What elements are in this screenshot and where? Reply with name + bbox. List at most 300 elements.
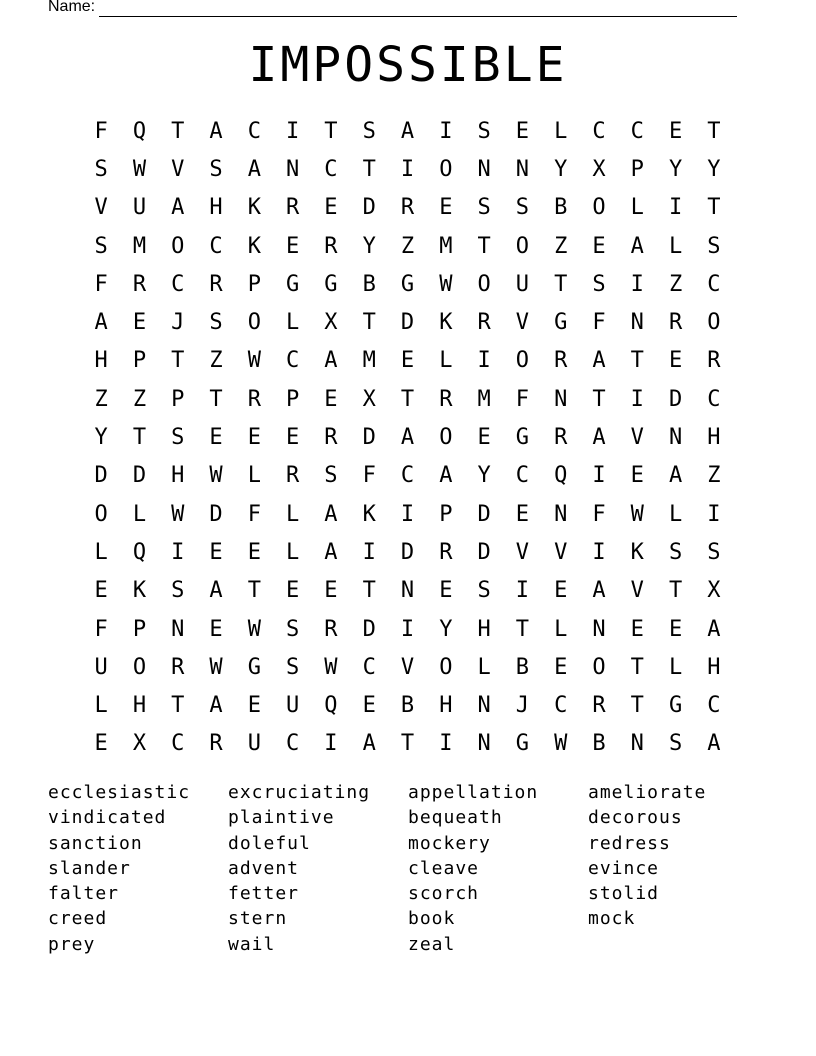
grid-letter: E — [630, 616, 644, 642]
grid-letter: S — [668, 539, 683, 565]
grid-letter: O — [707, 310, 721, 336]
grid-letter: A — [439, 463, 453, 489]
word-list-item: stolid — [588, 883, 660, 905]
grid-letter: R — [324, 425, 338, 451]
grid-letter: R — [286, 195, 300, 221]
grid-letter: P — [247, 271, 261, 297]
grid-letter: T — [362, 156, 376, 182]
grid-letter: R — [324, 233, 338, 259]
word-list-item: excruciating — [228, 782, 371, 803]
word-list-item: advent — [228, 857, 300, 879]
grid-letter: W — [171, 501, 185, 527]
grid-letter: T — [630, 654, 644, 680]
grid-letter: X — [362, 386, 376, 412]
grid-letter: P — [630, 156, 644, 182]
grid-letter: T — [362, 310, 376, 336]
grid-letter: X — [132, 731, 147, 757]
grid-row — [82, 189, 734, 227]
grid-letter: E — [515, 118, 530, 144]
grid-letter: E — [209, 539, 223, 565]
grid-letter: A — [362, 731, 376, 757]
grid-letter: H — [209, 195, 223, 221]
grid-letter: I — [286, 118, 300, 144]
grid-letter: C — [707, 693, 721, 719]
grid-letter: I — [630, 271, 644, 297]
grid-letter: R — [439, 386, 453, 412]
grid-letter: I — [362, 539, 376, 565]
grid-letter: X — [324, 310, 338, 336]
grid-letter: E — [209, 616, 223, 642]
grid-letter: K — [439, 310, 453, 336]
grid-letter: G — [554, 310, 568, 336]
grid-letter: L — [668, 501, 683, 527]
word-list-item: stern — [228, 908, 288, 930]
grid-letter: A — [592, 578, 606, 604]
grid-letter: O — [132, 654, 147, 680]
grid-letter: A — [324, 539, 338, 565]
grid-letter: E — [324, 386, 338, 412]
grid-row — [82, 572, 734, 610]
grid-letter: I — [171, 539, 185, 565]
word-list-item: falter — [48, 883, 120, 905]
grid-letter: D — [362, 616, 376, 642]
grid-letter: Z — [707, 463, 721, 489]
grid-letter: A — [400, 425, 415, 451]
grid-letter: R — [668, 310, 683, 336]
grid-letter: S — [171, 425, 185, 451]
grid-letter: C — [515, 463, 530, 489]
grid-letter: B — [515, 654, 530, 680]
grid-letter: L — [477, 654, 491, 680]
grid-letter: L — [286, 539, 300, 565]
grid-letter: K — [630, 539, 644, 565]
grid-letter: I — [400, 616, 415, 642]
grid-letter: P — [132, 616, 147, 642]
grid-letter: N — [400, 578, 415, 604]
grid-letter: E — [94, 578, 108, 604]
grid-letter: A — [94, 310, 108, 336]
grid-letter: D — [362, 425, 376, 451]
word-list-item: sanction — [48, 832, 143, 854]
grid-letter: L — [439, 348, 453, 374]
grid-letter: X — [592, 156, 606, 182]
grid-letter: E — [209, 425, 223, 451]
grid-letter: H — [707, 425, 721, 451]
word-list-item: appellation — [408, 782, 539, 803]
grid-letter: Z — [94, 386, 108, 412]
grid-letter: C — [247, 118, 261, 144]
name-label: Name: — [48, 0, 96, 15]
grid-letter: T — [630, 693, 644, 719]
grid-letter: C — [324, 156, 338, 182]
grid-letter: Y — [94, 425, 108, 451]
grid-letter: T — [707, 195, 721, 221]
name-field — [48, 0, 748, 17]
grid-letter: G — [515, 731, 530, 757]
grid-letter: W — [554, 731, 568, 757]
grid-letter: S — [477, 195, 491, 221]
word-list-item: ameliorate — [588, 782, 707, 803]
grid-letter: I — [592, 539, 606, 565]
grid-letter: E — [324, 578, 338, 604]
grid-row — [82, 380, 734, 418]
grid-letter: A — [707, 616, 721, 642]
grid-letter: T — [324, 118, 338, 144]
grid-letter: Y — [362, 233, 376, 259]
grid-letter: L — [94, 539, 108, 565]
grid-letter: J — [515, 693, 530, 719]
grid-letter: I — [439, 118, 453, 144]
grid-row — [82, 725, 734, 763]
grid-row — [82, 418, 734, 456]
grid-letter: I — [515, 578, 530, 604]
grid-letter: R — [554, 348, 568, 374]
grid-letter: N — [171, 616, 185, 642]
grid-letter: O — [515, 233, 530, 259]
grid-row — [82, 303, 734, 341]
grid-letter: G — [286, 271, 300, 297]
grid-letter: U — [132, 195, 147, 221]
grid-letter: N — [630, 731, 644, 757]
grid-letter: O — [592, 195, 606, 221]
puzzle-title: IMPOSSIBLE — [248, 37, 568, 93]
grid-letter: R — [707, 348, 721, 374]
grid-letter: O — [477, 271, 491, 297]
grid-letter: C — [707, 271, 721, 297]
grid-letter: E — [400, 348, 415, 374]
grid-letter: A — [668, 463, 683, 489]
grid-letter: A — [324, 501, 338, 527]
grid-letter: G — [324, 271, 338, 297]
grid-letter: L — [94, 693, 108, 719]
grid-letter: I — [477, 348, 491, 374]
grid-letter: N — [515, 156, 530, 182]
grid-letter: N — [477, 693, 491, 719]
grid-letter: O — [515, 348, 530, 374]
grid-letter: C — [554, 693, 568, 719]
grid-row — [82, 150, 734, 188]
word-list-item: cleave — [408, 857, 480, 879]
grid-letter: O — [439, 156, 453, 182]
grid-letter: R — [286, 463, 300, 489]
grid-letter: E — [362, 693, 376, 719]
grid-letter: N — [592, 616, 606, 642]
grid-letter: T — [707, 118, 721, 144]
grid-letter: A — [209, 118, 223, 144]
word-list-item — [588, 932, 768, 957]
letter-grid — [82, 112, 734, 763]
grid-letter: L — [286, 310, 300, 336]
grid-letter: U — [286, 693, 300, 719]
grid-letter: N — [477, 156, 491, 182]
grid-letter: W — [247, 348, 261, 374]
grid-letter: F — [94, 616, 108, 642]
grid-letter: C — [171, 731, 185, 757]
grid-letter: E — [286, 578, 300, 604]
word-list-item: evince — [588, 857, 660, 879]
grid-letter: I — [668, 195, 683, 221]
grid-letter: L — [286, 501, 300, 527]
grid-row — [82, 265, 734, 303]
grid-letter: W — [247, 616, 261, 642]
grid-letter: S — [171, 578, 185, 604]
grid-letter: B — [554, 195, 568, 221]
grid-letter: G — [247, 654, 261, 680]
grid-letter: L — [247, 463, 261, 489]
grid-letter: T — [171, 348, 185, 374]
grid-letter: H — [132, 693, 147, 719]
grid-letter: F — [94, 271, 108, 297]
grid-letter: C — [209, 233, 223, 259]
grid-letter: H — [171, 463, 185, 489]
grid-letter: F — [592, 501, 606, 527]
grid-letter: O — [592, 654, 606, 680]
grid-letter: E — [247, 425, 261, 451]
grid-letter: R — [209, 731, 223, 757]
grid-letter: T — [554, 271, 568, 297]
grid-letter: Y — [707, 156, 721, 182]
grid-letter: S — [592, 271, 606, 297]
grid-letter: S — [286, 616, 300, 642]
grid-letter: T — [132, 425, 147, 451]
grid-letter: S — [362, 118, 376, 144]
grid-letter: A — [707, 731, 721, 757]
grid-letter: F — [247, 501, 261, 527]
grid-letter: E — [668, 348, 683, 374]
grid-row — [82, 495, 734, 533]
grid-letter: O — [247, 310, 261, 336]
grid-letter: P — [439, 501, 453, 527]
grid-letter: N — [286, 156, 300, 182]
grid-letter: Q — [132, 539, 147, 565]
grid-letter: R — [592, 693, 606, 719]
grid-letter: V — [400, 654, 415, 680]
grid-letter: U — [515, 271, 530, 297]
grid-letter: W — [209, 463, 223, 489]
grid-letter: D — [362, 195, 376, 221]
grid-letter: F — [515, 386, 530, 412]
grid-letter: A — [592, 348, 606, 374]
word-list-item: redress — [588, 832, 671, 854]
grid-letter: I — [630, 386, 644, 412]
grid-letter: Y — [554, 156, 568, 182]
grid-letter: F — [94, 118, 108, 144]
grid-row — [82, 610, 734, 648]
grid-letter: L — [554, 118, 568, 144]
word-list-item: mockery — [408, 832, 491, 854]
grid-letter: E — [247, 693, 261, 719]
grid-letter: D — [209, 501, 223, 527]
grid-letter: K — [132, 578, 147, 604]
grid-letter: U — [247, 731, 261, 757]
grid-letter: I — [400, 156, 415, 182]
grid-letter: R — [209, 271, 223, 297]
grid-letter: V — [515, 539, 530, 565]
grid-letter: C — [400, 463, 415, 489]
word-list-item: mock — [588, 908, 636, 930]
grid-letter: F — [362, 463, 376, 489]
grid-letter: N — [668, 425, 683, 451]
grid-letter: W — [209, 654, 223, 680]
grid-letter: X — [707, 578, 721, 604]
grid-letter: A — [592, 425, 606, 451]
grid-letter: N — [554, 501, 568, 527]
grid-letter: G — [400, 271, 415, 297]
grid-letter: B — [362, 271, 376, 297]
grid-letter: Z — [400, 233, 415, 259]
grid-letter: L — [554, 616, 568, 642]
grid-letter: B — [400, 693, 415, 719]
grid-letter: Y — [439, 616, 453, 642]
grid-letter: N — [477, 731, 491, 757]
grid-letter: V — [554, 539, 568, 565]
grid-letter: N — [554, 386, 568, 412]
grid-letter: T — [515, 616, 530, 642]
grid-letter: H — [477, 616, 491, 642]
grid-letter: I — [592, 463, 606, 489]
grid-letter: E — [592, 233, 606, 259]
word-list-item: vindicated — [48, 807, 167, 829]
grid-letter: T — [400, 386, 415, 412]
grid-letter: J — [171, 310, 185, 336]
grid-letter: S — [94, 233, 108, 259]
word-list-item: book — [408, 908, 456, 930]
grid-letter: I — [400, 501, 415, 527]
grid-letter: Y — [477, 463, 491, 489]
grid-letter: I — [439, 731, 453, 757]
grid-letter: T — [592, 386, 606, 412]
grid-letter: O — [439, 425, 453, 451]
grid-letter: L — [630, 195, 644, 221]
grid-letter: M — [439, 233, 453, 259]
grid-letter: D — [477, 501, 491, 527]
grid-letter: V — [515, 310, 530, 336]
grid-letter: R — [400, 195, 415, 221]
grid-letter: D — [477, 539, 491, 565]
grid-row — [82, 342, 734, 380]
grid-letter: S — [707, 539, 721, 565]
grid-row — [82, 227, 734, 265]
grid-letter: W — [630, 501, 644, 527]
grid-letter: E — [477, 425, 491, 451]
grid-letter: H — [439, 693, 453, 719]
grid-letter: M — [132, 233, 147, 259]
grid-letter: T — [171, 693, 185, 719]
word-list-item: bequeath — [408, 807, 503, 829]
word-list-item: decorous — [588, 807, 683, 829]
grid-letter: E — [554, 654, 568, 680]
grid-letter: E — [286, 233, 300, 259]
grid-letter: S — [209, 156, 223, 182]
grid-letter: E — [324, 195, 338, 221]
grid-letter: R — [439, 539, 453, 565]
grid-letter: C — [286, 348, 300, 374]
grid-letter: W — [324, 654, 338, 680]
grid-letter: H — [707, 654, 721, 680]
word-list-item: scorch — [408, 883, 480, 905]
word-list-item: prey — [48, 933, 96, 955]
grid-letter: B — [592, 731, 606, 757]
grid-letter: D — [132, 463, 147, 489]
grid-letter: S — [515, 195, 530, 221]
grid-letter: P — [132, 348, 147, 374]
grid-letter: V — [94, 195, 108, 221]
grid-letter: K — [247, 233, 261, 259]
grid-letter: E — [439, 195, 453, 221]
grid-letter: Z — [209, 348, 223, 374]
grid-letter: D — [668, 386, 683, 412]
grid-letter: S — [477, 578, 491, 604]
grid-letter: C — [286, 731, 300, 757]
grid-letter: Q — [132, 118, 147, 144]
grid-letter: K — [362, 501, 376, 527]
grid-letter: Q — [554, 463, 568, 489]
grid-letter: D — [400, 310, 415, 336]
grid-letter: W — [132, 156, 147, 182]
grid-row — [82, 457, 734, 495]
grid-letter: H — [94, 348, 108, 374]
grid-letter: N — [630, 310, 644, 336]
grid-letter: S — [209, 310, 223, 336]
grid-letter: S — [668, 731, 683, 757]
grid-letter: Q — [324, 693, 338, 719]
grid-letter: E — [554, 578, 568, 604]
word-list-item: creed — [48, 908, 108, 930]
grid-letter: Z — [554, 233, 568, 259]
grid-letter: S — [286, 654, 300, 680]
grid-letter: S — [477, 118, 491, 144]
grid-letter: E — [247, 539, 261, 565]
grid-letter: Z — [132, 386, 147, 412]
grid-letter: G — [515, 425, 530, 451]
grid-letter: R — [132, 271, 147, 297]
grid-letter: I — [707, 501, 721, 527]
grid-letter: T — [247, 578, 261, 604]
grid-letter: E — [286, 425, 300, 451]
grid-letter: G — [668, 693, 683, 719]
grid-letter: D — [94, 463, 108, 489]
grid-letter: Y — [668, 156, 683, 182]
grid-letter: C — [707, 386, 721, 412]
grid-letter: O — [94, 501, 108, 527]
word-list-item: wail — [228, 933, 276, 955]
grid-letter: A — [630, 233, 644, 259]
grid-letter: E — [668, 616, 683, 642]
grid-letter: A — [209, 578, 223, 604]
grid-letter: R — [171, 654, 185, 680]
grid-letter: E — [439, 578, 453, 604]
grid-letter: R — [477, 310, 491, 336]
grid-letter: E — [668, 118, 683, 144]
grid-letter: E — [94, 731, 108, 757]
grid-letter: V — [171, 156, 185, 182]
grid-letter: V — [630, 425, 644, 451]
grid-letter: T — [362, 578, 376, 604]
grid-letter: V — [630, 578, 644, 604]
word-list-item: fetter — [228, 883, 300, 905]
grid-letter: R — [247, 386, 261, 412]
grid-letter: S — [94, 156, 108, 182]
grid-letter: R — [554, 425, 568, 451]
name-underline — [99, 1, 737, 17]
grid-letter: E — [515, 501, 530, 527]
grid-letter: S — [324, 463, 338, 489]
grid-letter: P — [171, 386, 185, 412]
grid-letter: C — [592, 118, 606, 144]
grid-letter: T — [209, 386, 223, 412]
grid-letter: M — [362, 348, 376, 374]
grid-letter: L — [668, 233, 683, 259]
